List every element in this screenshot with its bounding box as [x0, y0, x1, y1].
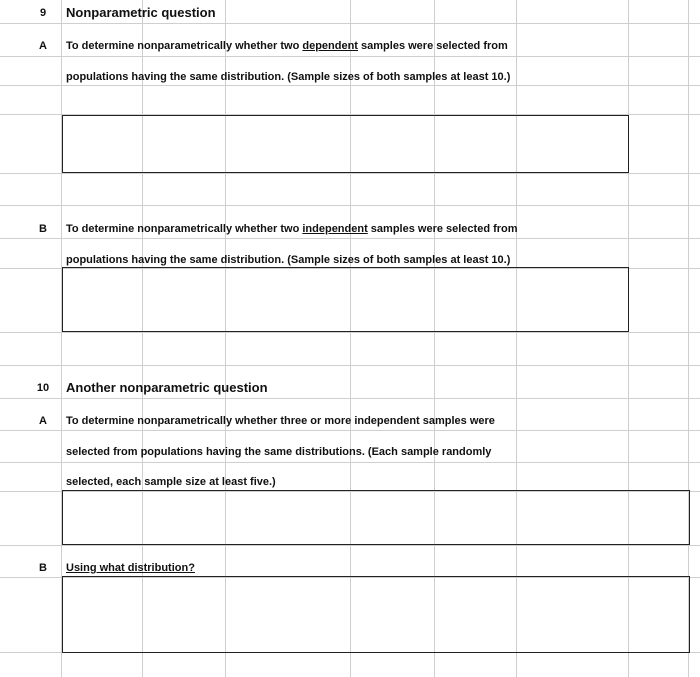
q9-part-a-line2: populations having the same distribution. (Sample sizes of both samples at least 10.) [66, 71, 511, 83]
grid-row-line [0, 398, 700, 399]
q10-part-b-letter: B [39, 562, 47, 574]
q9-part-a-letter: A [39, 40, 47, 52]
q10-part-a-letter: A [39, 415, 47, 427]
grid-row-line [0, 462, 700, 463]
grid-row-line [0, 238, 700, 239]
question-10-number: 10 [36, 382, 50, 394]
q9-a-answer-box[interactable] [62, 115, 629, 173]
grid-row-line [0, 332, 700, 333]
q9-a-text-post: samples were selected from [357, 40, 508, 52]
grid-row-line [0, 430, 700, 431]
q10-b-answer-box[interactable] [62, 576, 690, 653]
q9-part-b-line2: populations having the same distribution. (Sample sizes of both samples at least 10.) [66, 254, 511, 266]
q9-part-b-line1 [66, 222, 518, 236]
q10-part-a-line1: To determine nonparametrically whether three or more independent samples were [66, 415, 495, 427]
grid-row-line [0, 205, 700, 206]
grid-row-line [0, 23, 700, 24]
q9-part-b-letter: B [39, 223, 47, 235]
q9-a-text-pre: To determine nonparametrically whether two [66, 40, 303, 52]
grid-row-line [0, 365, 700, 366]
q10-part-a-line2: selected from populations having the same distributions. (Each sample randomly [66, 446, 492, 458]
grid-row-line [0, 173, 700, 174]
q9-a-underlined-word: dependent [302, 40, 358, 52]
q10-part-b-line1: Using what distribution? [66, 562, 195, 574]
grid-row-line [0, 56, 700, 57]
grid-row-line [0, 545, 700, 546]
q10-a-answer-box[interactable] [62, 490, 690, 545]
q9-b-underlined-word: independent [302, 223, 368, 235]
q9-b-answer-box[interactable] [62, 267, 629, 332]
question-10-title: Another nonparametric question [66, 380, 268, 395]
q10-part-a-line3: selected, each sample size at least five.) [66, 476, 276, 488]
grid-row-line [0, 85, 700, 86]
question-9-title: Nonparametric question [66, 5, 216, 20]
q9-part-a-line1 [66, 39, 508, 53]
question-9-number: 9 [39, 7, 47, 19]
q9-b-text-post: samples were selected from [367, 223, 518, 235]
q9-b-text-pre: To determine nonparametrically whether two [66, 223, 303, 235]
